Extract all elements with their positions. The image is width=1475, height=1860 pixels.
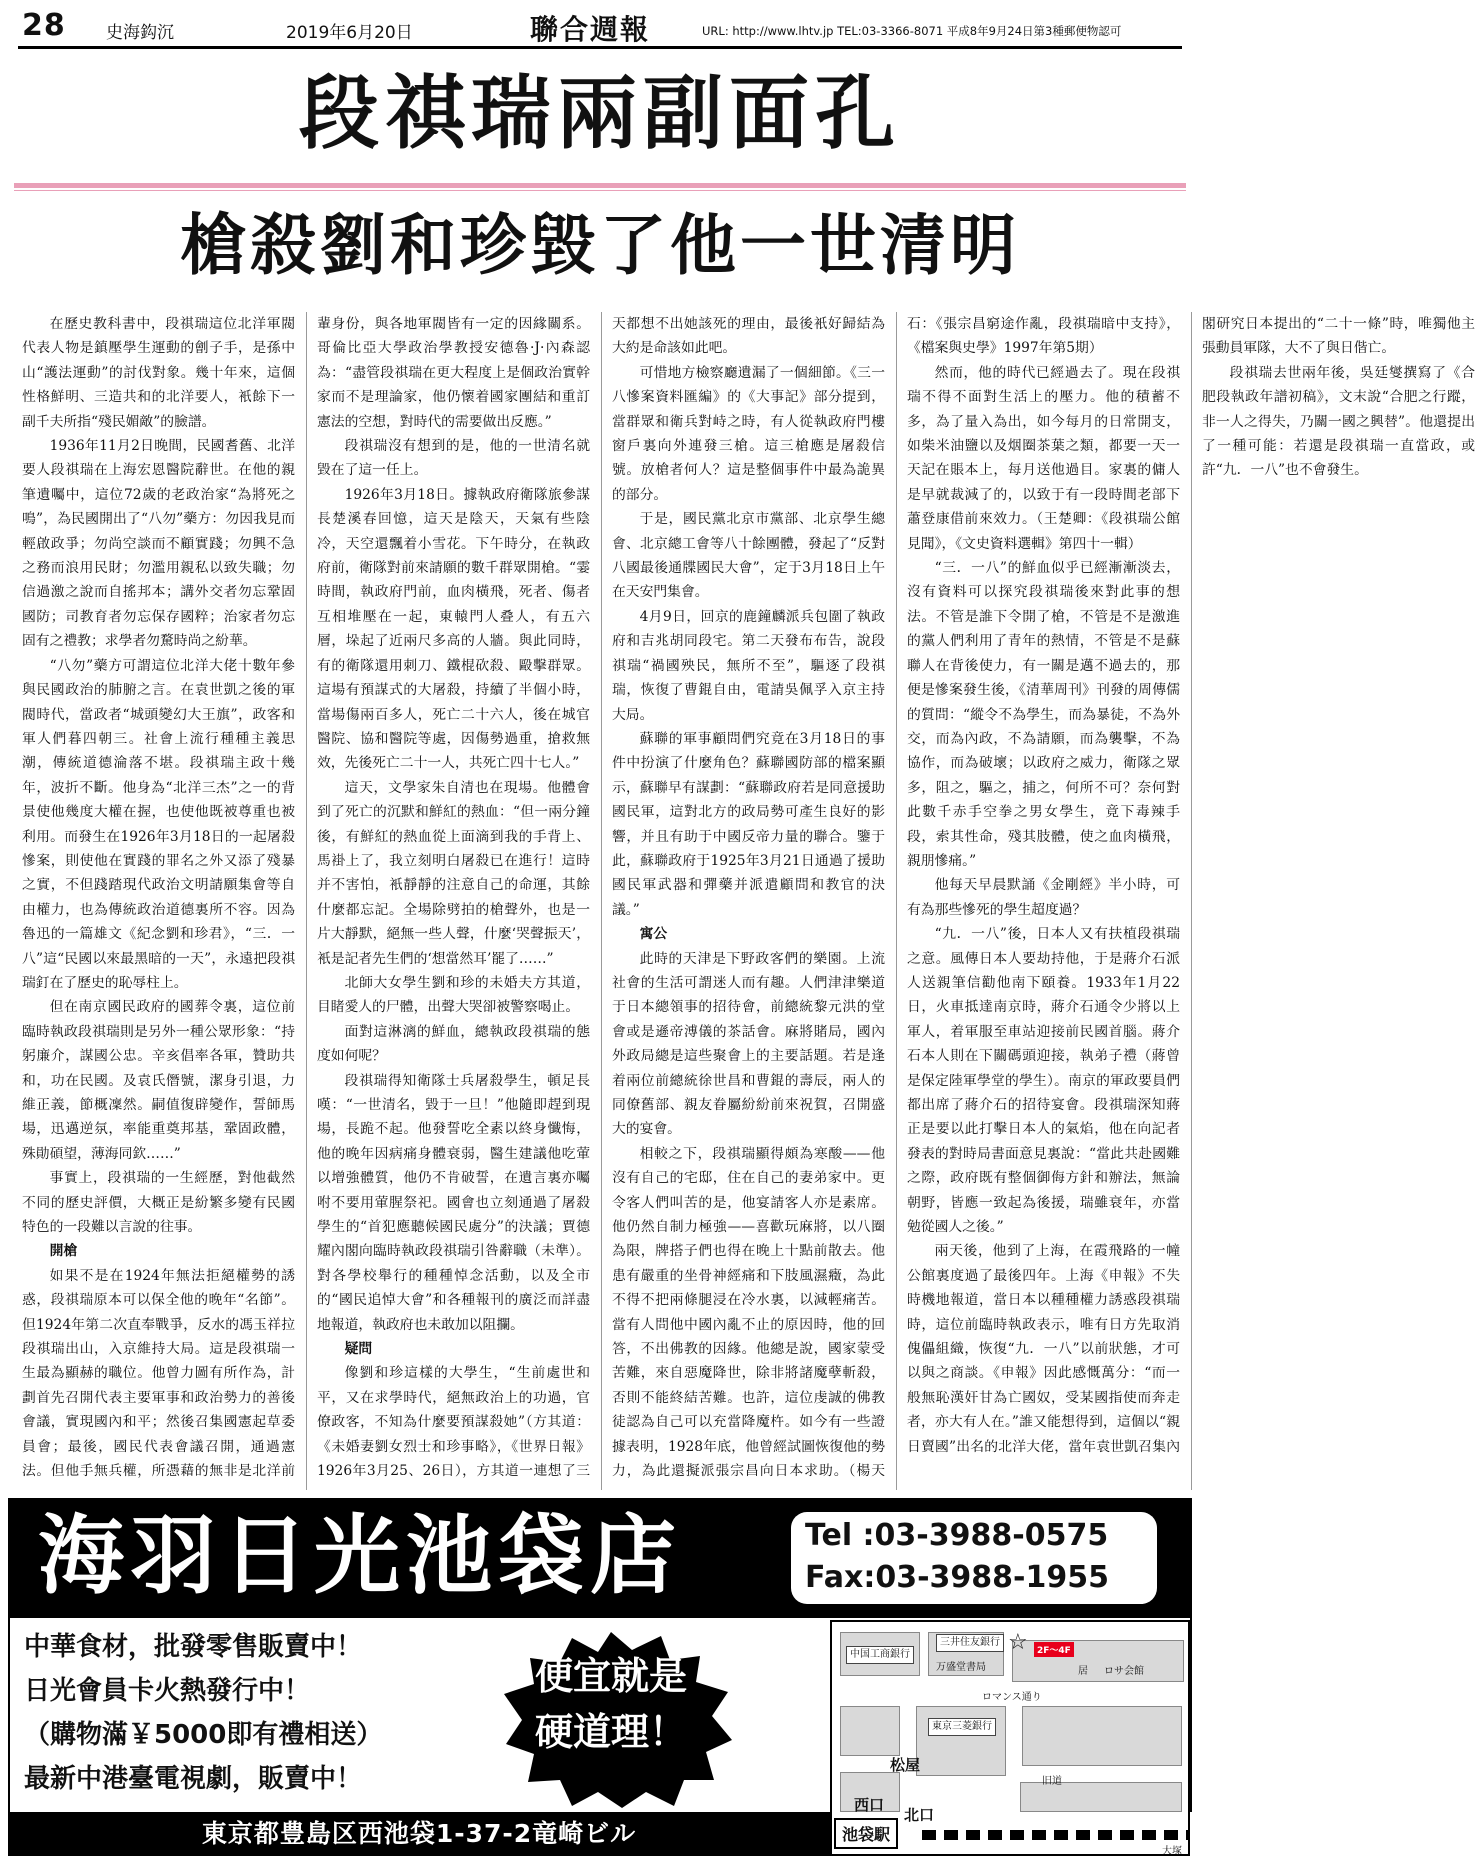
map-block bbox=[916, 1706, 1006, 1776]
map-station: 池袋駅 bbox=[834, 1818, 898, 1849]
headline-divider bbox=[14, 183, 1186, 188]
map-street: ロマンス通り bbox=[982, 1692, 1042, 1703]
masthead: 聯合週報 bbox=[530, 13, 651, 46]
article-paragraph: 段祺瑞去世兩年後，吳廷燮撰寫了《合肥段執政年譜初稿》，文末說“合肥之行蹤，非一人之得失，乃關一國之興替”。他還提出了一種可能：若還是段祺瑞一直當政，或許“九．一八”也不會發生。 bbox=[1202, 364, 1475, 479]
article-paragraph: 如果不是在1924年無法拒絕權勢的誘惑，段祺瑞原本可以保全他的晚年“名節”。但1924年第二次直奉戰爭，反水的馮玉祥拉段祺瑞出山，入京維持大局。這是段祺瑞一生最為顯赫的職位。他曾力圖有所作為，計劃首先召開代表主要軍事和政治勢力的善後會議，實現國內和平；然後召集國憲起草委員會；最後，國民代表會議召開，通過憲法。但他手無兵權，所憑藉的無非是北洋前輩身份，與各地軍閥皆有一定的因緣關系。哥倫比亞大學政治學教授安德魯·J·內森認為：“盡管段祺瑞在更大程度上是個政治實幹家而不是理論家，他仍懷着國家團結和重訂憲法的空想，對時代的需要做出反應。” bbox=[22, 316, 590, 1480]
article-paragraph: 段祺瑞沒有想到的是，他的一世清名就毀在了這一任上。 bbox=[317, 438, 590, 479]
map-block bbox=[840, 1706, 900, 1756]
article-paragraph: “九．一八”後，日本人又有扶植段祺瑞之意。風傳日本人要劫持他，于是蔣介石派人送親筆信勸他南下頤養。1933年1月22日，火車抵達南京時，蔣介石通令少將以上軍人，着軍服至車站迎接前民國首腦。蔣介石本人則在下關碼頭迎接，執弟子禮（蔣曾是保定陸軍學堂的學生）。南京的軍政要員們都出席了蔣介石的招待宴會。段祺瑞深知蔣正是要以此打擊日本人的氣焰，他在向記者發表的對時局書面意見裏說：“當此共赴國難之際，政府既有整個御侮方針和辦法，無論朝野，皆應一致起為後援，瑞雖衰年，亦當勉從國人之後。” bbox=[907, 926, 1180, 1236]
map-bank-smbc: 三井住友銀行 bbox=[936, 1634, 1004, 1652]
map-north-exit: 北口 bbox=[904, 1806, 935, 1824]
map-bookstore: 万盛堂書局 bbox=[936, 1662, 986, 1673]
article-subheading: 疑問 bbox=[344, 1341, 373, 1358]
store-advertisement bbox=[8, 1498, 1192, 1856]
article-paragraph: 兩天後，他到了上海，在霞飛路的一幢公館裏度過了最後四年。上海《申報》不失時機地報道，當日本以種種權力誘惑段祺瑞時，這位前臨時執政表示，唯有日方先取消傀儡組織，恢復“九．一八”以前狀態，才可以與之商談。《申報》因此感慨萬分：“而一般無恥漢奸甘為亡國奴，受某國指使而奔走者，亦大有人在。”誰又能想得到，這個以“親日賣國”出名的北洋大佬，當年袁世凱召集內閣研究日本提出的“二十一條”時，唯獨他主張動員軍隊，大不了與日偕亡。 bbox=[907, 316, 1475, 1455]
store-address: 東京都豊島区西池袋1-37-2竜崎ビル bbox=[201, 1819, 637, 1848]
store-fax: Fax:03-3988-1955 bbox=[805, 1560, 1109, 1595]
contact-box bbox=[791, 1512, 1157, 1604]
article-paragraph: 但在南京國民政府的國葬令裏，這位前臨時執政段祺瑞則是另外一種公眾形象：“持躬廉介，謀國公忠。辛亥倡率各軍，贊助共和，功在民國。及袁氏僭號，潔身引退，力維正義，節概凜然。嗣值復辟變作，誓師馬場，迅邁逆氛，率能重奠邦基，鞏固政體，殊勛碩望，薄海同欽……” bbox=[22, 999, 295, 1162]
address-bar bbox=[8, 1812, 830, 1856]
article-paragraph: 事實上，段祺瑞的一生經歷，對他截然不同的歷史評價，大概正是紛繁多變有民國特色的一段難以言說的往事。 bbox=[22, 1170, 295, 1236]
map-store-floors: 2F～4F bbox=[1034, 1642, 1074, 1657]
ad-line-gift: （購物滿￥5000即有禮相送） bbox=[24, 1720, 383, 1750]
publication-info: URL: http://www.lhtv.jp TEL:03-3366-8071 平成8年9月24日第3種郵便物認可 bbox=[702, 24, 1122, 38]
article-paragraph: 1926年3月18日。據執政府衛隊旅參謀長楚溪春回憶，這天是陰天，天氣有些陰冷，天空還飄着小雪花。下午時分，在執政府前，衛隊對前來請願的數千群眾開槍。“霎時間，執政府門前，血肉橫飛，死者、傷者互相堆壓在一起，東轅門人叠人，有五六層，垛起了近兩尺多高的人牆。與此同時，有的衛隊還用刺刀、鐵棍砍殺、毆擊群眾。這場有預謀式的大屠殺，持續了半個小時，當場傷兩百多人，死亡二十六人，後在城官醫院、協和醫院等處，因傷勢過重，搶救無效，先後死亡二十一人，共死亡四十七人。” bbox=[317, 486, 590, 772]
article-paragraph: 北師大女學生劉和珍的未婚夫方其道，目睹愛人的尸體，出聲大哭卻被警察喝止。 bbox=[317, 974, 590, 1016]
store-map bbox=[830, 1620, 1190, 1856]
map-label-small3: 旧道 bbox=[1042, 1776, 1062, 1787]
article-body bbox=[22, 312, 1475, 1490]
article-paragraph: 段祺瑞得知衛隊士兵屠殺學生，頓足長嘆：“一世清名，毀于一旦！”他隨即趕到現場，長跪不起。他發誓吃全素以終身懺悔，他的晚年因病痛身體衰弱，醫生建議他吃葷以增強體質，他仍不肯破誓，在遺言裏亦囑咐不要用葷腥祭祀。國會也立刻通過了屠殺學生的“首犯應聽候國民處分”的決議；賈德耀內閣向臨時執政段祺瑞引咎辭職（未準）。對各學校舉行的種種悼念活動，以及全市的“國民追悼大會”和各種報刊的廣泛而詳盡地報道，執政府也未敢加以阻攔。 bbox=[317, 1072, 590, 1333]
map-label-small4: 大塚 bbox=[1162, 1846, 1182, 1857]
page-number: 28 bbox=[22, 8, 66, 43]
map-railway bbox=[922, 1830, 1190, 1840]
article-subheading: 開槍 bbox=[49, 1243, 78, 1260]
map-bank-mufg: 東京三菱銀行 bbox=[928, 1718, 996, 1736]
article-paragraph: 此時的天津是下野政客們的樂園。上流社會的生活可謂迷人而有趣。人們津津樂道于日本總領事的招待會，前總統黎元洪的堂會或是遜帝溥儀的茶話會。麻將賭局，國內外政局總是這些聚會上的主要話題。若是逢着兩位前總統徐世昌和曹錕的壽辰，兩人的同僚舊部、親友眷屬紛紛前來祝賀，召開盛大的宴會。 bbox=[612, 950, 885, 1138]
page-header bbox=[0, 0, 1200, 50]
article-paragraph: 然而，他的時代已經過去了。現在段祺瑞不得不面對生活上的壓力。他的積蓄不多，為了量入為出，如今每月的日常開支，如柴米油鹽以及烟圈茶葉之類，都要一天一天記在賬本上，每月送他過目。家裏的傭人是早就裁減了的，以致于有一段時間老部下蕭登康借前來效力。（王楚卿：《段祺瑞公館見聞》，《文史資料選輯》第四十一輯） bbox=[907, 364, 1180, 552]
slogan-line-1: 便宜就是 bbox=[534, 1654, 687, 1698]
store-phone: Tel :03-3988-0575 bbox=[805, 1518, 1109, 1553]
article-paragraph: 1936年11月2日晚間，民國耆舊、北洋要人段祺瑞在上海宏恩醫院辭世。在他的親筆遺囑中，這位72歲的老政治家“為將死之鳴”，為民國開出了“八勿”藥方：勿因我見而輕啟政爭；勿尚空談而不顧實踐；勿興不急之務而浪用民財；勿濫用親私以致失職；勿信過激之說而自搖邦本；講外交者勿忘鞏固國防；司教育者勿忘保存國粹；治家者勿忘固有之禮教；求學者勿騖時尚之紛華。 bbox=[22, 438, 295, 650]
article-paragraph: “八勿”藥方可謂這位北洋大佬十數年參與民國政治的肺腑之言。在袁世凱之後的軍閥時代，當政者“城頭變幻大王旗”，政客和軍人們暮四朝三。社會上流行種種主義思潮，傳統道德淪落不堪。段祺瑞主政十幾年，波折不斷。他身為“北洋三杰”之一的背景使他幾度大權在握，也使他既被尊重也被利用。而發生在1926年3月18日的一起屠殺慘案，則使他在實踐的罪名之外又添了殘暴之實，不但踐踏現代政治文明請願集會等自由權力，也為傳統政治道德裏所不容。因為魯迅的一篇雄文《紀念劉和珍君》，“三．一八”這“民國以來最黑暗的一天”，永遠把段祺瑞釘在了歷史的恥辱柱上。 bbox=[22, 657, 295, 991]
article-paragraph: 蘇聯的軍事顧問們究竟在3月18日的事件中扮演了什麼角色？蘇聯國防部的檔案顯示，蘇聯早有謀劃：“蘇聯政府若是同意援助國民軍，這對北方的政局勢可產生良好的影響，并且有助于中國反帝力量的聯合。鑒于此，蘇聯政府于1925年3月21日通過了援助國民軍武器和彈藥并派遣顧問和教官的決議。” bbox=[612, 730, 885, 918]
ad-line-card: 日光會員卡火熱發行中！ bbox=[24, 1676, 311, 1706]
map-label-small1: 居 bbox=[1078, 1666, 1088, 1677]
headline: 段祺瑞兩副面孔 bbox=[299, 67, 901, 160]
map-bank-icbc: 中国工商銀行 bbox=[846, 1646, 914, 1664]
article-paragraph: 可惜地方檢察廳遺漏了一個細節。《三一八慘案資料匯編》的《大事記》部分提到，當群眾和衛兵對峙之時，有人從執政府門樓窗戶裏向外連發三槍。這三槍應是屠殺信號。放槍者何人？這是整個事件中最為詭異的部分。 bbox=[612, 364, 885, 503]
headline-divider-thin bbox=[14, 190, 1186, 191]
map-west-exit: 西口 bbox=[854, 1796, 885, 1814]
issue-date: 2019年6月20日 bbox=[286, 23, 413, 43]
header-divider bbox=[18, 46, 1182, 49]
article-paragraph: “三．一八”的鮮血似乎已經漸漸淡去，沒有資料可以探究段祺瑞後來對此事的想法。不管是誰下令開了槍，不管是不是激進的黨人們利用了青年的熱情，不管是不是蘇聯人在背後使力，有一關是邁不過去的，那便是慘案發生後，《清華周刊》刊發的周傳儒的質問：“縱令不為學生，而為暴徒，不為外交，而為內政，不為請願，而為襲擊，不為協作，而為破壞；以政府之威力，衛隊之眾多，阻之，驅之，捕之，何所不可？奈何對此數千赤手空拳之男女學生，竟下毒辣手段，索其性命，殘其肢體，使之血肉橫飛，親朋慘痛。” bbox=[907, 560, 1180, 869]
article-paragraph: 4月9日，回京的鹿鐘麟派兵包圍了執政府和吉兆胡同段宅。第二天發布布告，說段祺瑞“禍國殃民，無所不至”，驅逐了段祺瑞，恢復了曹錕自由，電請吳佩孚入京主持大局。 bbox=[612, 608, 885, 723]
map-matsuya: 松屋 bbox=[890, 1756, 921, 1774]
store-location-star-icon: ☆ bbox=[1008, 1630, 1028, 1655]
ad-slogan bbox=[486, 1648, 736, 1760]
article-paragraph: 他每天早晨默誦《金剛經》半小時，可有為那些慘死的學生超度過？ bbox=[907, 877, 1180, 918]
ad-line-drama: 最新中港臺電視劇，販賣中！ bbox=[24, 1764, 363, 1794]
article-paragraph: 像劉和珍這樣的大學生，“生前處世和平，又在求學時代，絕無政治上的功過，官僚政客，不知為什麼要預謀殺她”（方其道：《未婚妻劉女烈士和珍事略》，《世界日報》1926年3月25、26日），方其道一連想了三天都想不出她該死的理由，最後衹好歸結為大約是命該如此吧。 bbox=[317, 316, 885, 1480]
subheadline: 槍殺劉和珍毀了他一世清明 bbox=[180, 206, 1020, 284]
article-paragraph: 于是，國民黨北京市黨部、北京學生總會、北京總工會等八十餘團體，發起了“反對八國最後通牒國民大會”，定于3月18日上午在天安門集會。 bbox=[612, 511, 885, 601]
article-paragraph: 這天，文學家朱自清也在現場。他體會到了死亡的沉默和鮮紅的熱血：“但一兩分鐘後，有鮮紅的熱血從上面滴到我的手背上、馬褂上了，我立刻明白屠殺已在進行！這時并不害怕，衹靜靜的注意自己的命運，其餘什麼都忘記。全場除劈拍的槍聲外，也是一片大靜默，絕無一些人聲，什麼‘哭聲振天’，衹是記者先生們的‘想當然耳’罷了……” bbox=[317, 779, 590, 967]
ad-banner bbox=[8, 1498, 1192, 1618]
article-paragraph: 面對這淋漓的鮮血，總執政段祺瑞的態度如何呢？ bbox=[317, 1023, 590, 1065]
map-block bbox=[1022, 1706, 1182, 1766]
slogan-line-2: 硬道理！ bbox=[534, 1710, 687, 1754]
section-name: 史海鈎沉 bbox=[106, 23, 174, 43]
store-name: 海羽日光池袋店 bbox=[38, 1506, 682, 1606]
article-paragraph: 相較之下，段祺瑞顯得頗為寒酸——他沒有自己的宅邸，住在自己的妻弟家中。更令客人們叫苦的是，他宴請客人亦是素席。他仍然自制力極強——喜歡玩麻將，以八圈為限，牌搭子們也得在晚上十點前散去。他患有嚴重的坐骨神經痛和下肢風濕癥，為此不得不把兩條腿浸在冷水裏，以減輕痛苦。當有人問他中國內亂不止的原因時，他的回答，不出佛教的因緣。他總是說，國家蒙受苦難，來自惡魔降世，除非將諸魔孽斬殺，否則不能終結苦難。也許，這位虔誠的佛教徒認為自己可以充當降魔杵。如今有一些證據表明，1928年底，他曾經試圖恢復他的勢力，為此還擬派張宗昌向日本求助。（楊天石：《張宗昌窮途作亂，段祺瑞暗中支持》，《檔案與史學》1997年第5期） bbox=[612, 316, 1180, 1480]
article-subheading: 寓公 bbox=[639, 926, 668, 943]
ad-line-food: 中華食材，批發零售販賣中！ bbox=[24, 1632, 363, 1662]
map-label-small2: ロサ会館 bbox=[1104, 1666, 1144, 1677]
article-paragraph: 在歷史教科書中，段祺瑞這位北洋軍閥代表人物是鎮壓學生運動的劊子手，是孫中山“護法運動”的討伐對象。幾十年來，這個性格鮮明、三造共和的北洋要人，衹餘下一副千夫所指“殘民媚敵”的臉譜。 bbox=[22, 316, 295, 430]
